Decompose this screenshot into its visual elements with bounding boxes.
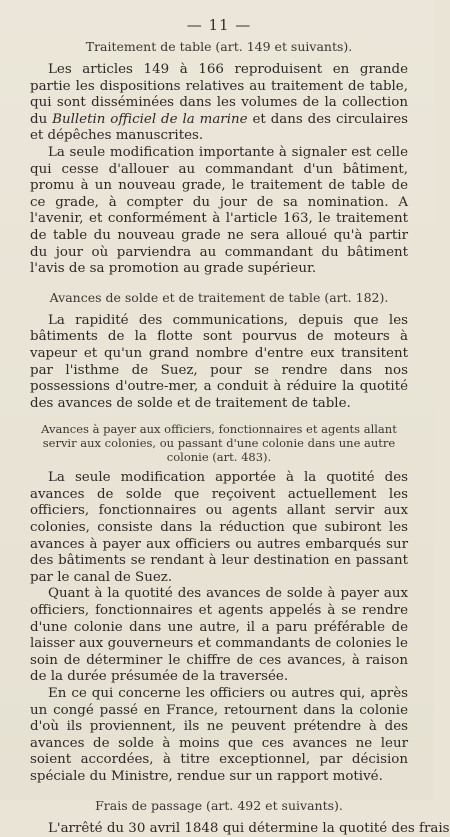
- section-heading-frais-de-passage: Frais de passage (art. 492 et suivants).: [95, 797, 343, 813]
- paragraph-text: et dans des circulaires et dépêches manuscrites.: [30, 111, 409, 144]
- paragraph: Quant à la quotité des avances de solde à payer aux officiers, fonctionnaires et agents appelés à se rendre d'une colonie dans une autre, il a paru préférable de laisser aux gouverneurs et commandants de colonies le soin de déterminer le chiffre de ces avances, à raison de la durée présumée de la traversée.: [30, 586, 408, 685]
- italic-title: Bulletin officiel de la marine: [52, 111, 248, 127]
- paragraph: L'arrêté du 30 avril 1848 qui détermine la quotité des frais: [48, 820, 450, 836]
- paragraph: En ce qui concerne les officiers ou autres qui, après un congé passé en France, retournent dans la colonie d'où ils proviennent, ils ne peuvent prétendre à des avances de solde à moins que ces avances ne leur soient accordées, à titre exceptionnel, par décision spéciale du Ministre, rendue sur un rapport motivé.: [30, 686, 408, 784]
- page-number: — 11 —: [186, 16, 252, 34]
- paragraph: [30, 62, 408, 145]
- section-heading-avances-colonies: Avances à payer aux officiers, fonctionnaires et agents allant servir aux colonies, ou passant d'une colonie dans une autre colonie (art. 483).: [41, 422, 397, 465]
- section-heading-traitement-de-table: Traitement de table (art. 149 et suivants).: [85, 39, 353, 54]
- section-heading-avances-de-solde: Avances de solde et de traitement de table (art. 182).: [49, 289, 389, 305]
- paragraph-text: Les articles 149 à 166 reproduisent en grande partie les dispositions relatives au traitement de table, qui sont disséminées dans les volumes de la collection du: [30, 62, 408, 127]
- paragraph: La seule modification importante à signaler est celle qui cesse d'allouer au commandant d'un bâtiment, promu à un nouveau grade, le traitement de table de ce grade, à compter du jour de sa nomination. A l'avenir, et conformément à l'article 163, le traitement de table du nouveau grade ne sera alloué qu'à partir du jour où parviendra au commandant du bâtiment l'avis de sa promotion au grade supérieur.: [30, 144, 408, 277]
- paragraph: La rapidité des communications, depuis que les bâtiments de la flotte sont pourvus de moteurs à vapeur et qu'un grand nombre d'entre eux transitent par l'isthme de Suez, pour se rendre dans nos possessions d'outre-mer, a conduit à réduire la quotité des avances de solde et de traitement de table.: [30, 312, 408, 411]
- paragraph: La seule modification apportée à la quotité des avances de solde que reçoivent actuellement les officiers, fonctionnaires ou agents allant servir aux colonies, consiste dans la réduction que subiront les avances à payer aux officiers ou autres embarqués sur des bâtiments se rendant à leur destination en passant par le canal de Suez.: [30, 470, 408, 585]
